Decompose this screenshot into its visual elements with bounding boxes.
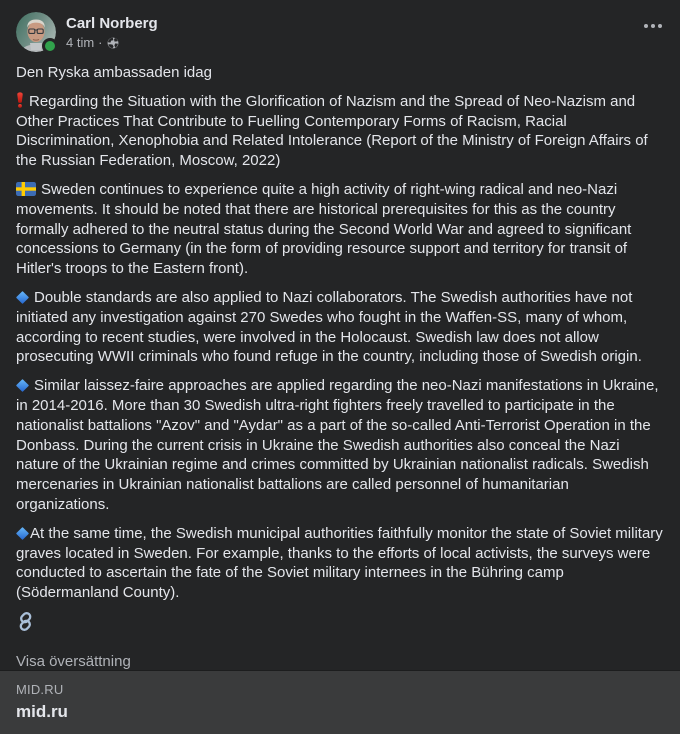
post-paragraph [16, 376, 664, 515]
link-title: mid.ru [16, 701, 68, 721]
paragraph-text: At the same time, the Swedish municipal authorities faithfully monitor the state of Soviet military graves located in Sweden. For example, thanks to the efforts of local activists, the surveys were conducted to ascertain the fate of the Soviet military internees in the Bühring camp (Södermanland County). [16, 524, 663, 602]
meta-separator: · [98, 35, 103, 50]
paragraph-text: Similar laissez-faire approaches are applied regarding the neo-Nazi manifestations in Ukraine, in 2014-2016. More than 30 Swedish ultra-right fighters freely travelled to participate in the nationalist battalions "Azov" and "Aydar" as a part of the so-called Anti-Terrorist Operation in the Donbass. During the current crisis in Ukraine the Swedish authorities also conceal the Nazi nature of the Ukrainian regime and crimes committed by Ukrainian nationalist radicals. Swedish mercenaries in Ukrainian nationalist battalions are called personnel of humanitarian organizations. [16, 377, 659, 513]
paragraph-text: Regarding the Situation with the Glorification of Nazism and the Spread of Neo-Nazism and Other Practices That Contribute to Fuelling Contemporary Forms of Racism, Racial Discrimination, Xenophobia and Related Intolerance (Report of the Ministry of Foreign Affairs of the Russian Federation, Moscow, 2022) [16, 92, 648, 170]
blue-diamond-icon [16, 379, 29, 392]
post-paragraph [16, 612, 664, 634]
dot-icon [644, 24, 648, 28]
post-paragraph [16, 63, 664, 83]
post-text [0, 52, 680, 643]
link-domain: MID.RU [16, 681, 64, 697]
red-exclamation-icon [16, 92, 24, 108]
link-icon [16, 612, 35, 631]
post-paragraph [16, 524, 664, 603]
post-paragraph [16, 92, 664, 171]
post-paragraph [16, 180, 664, 279]
post-paragraph [16, 288, 664, 367]
online-status-badge [42, 38, 58, 54]
avatar[interactable] [16, 12, 56, 52]
paragraph-text: Den Ryska ambassaden idag [16, 64, 212, 81]
header-info [66, 12, 642, 51]
more-options-button[interactable] [642, 14, 664, 38]
link-preview-card[interactable] [0, 670, 680, 734]
blue-diamond-icon [16, 291, 29, 304]
dot-icon [658, 24, 662, 28]
sweden-flag-icon [16, 182, 36, 196]
author-name[interactable]: Carl Norberg [66, 15, 158, 32]
blue-diamond-icon [16, 527, 29, 540]
post-meta [66, 34, 642, 51]
paragraph-text: Sweden continues to experience quite a high activity of right-wing radical and neo-Nazi movements. It should be noted that there are historical prerequisites for this as the country formally adhered to the neutral status during the Second World War and agreed to significant concessions to Germany (in the form of providing resource support and territory for transit of Hitler's troops to the Eastern front). [16, 180, 632, 278]
dot-icon [651, 24, 655, 28]
see-translation-button[interactable]: Visa översättning [16, 652, 131, 670]
paragraph-text: Double standards are also applied to Nazi collaborators. The Swedish authorities have not initiated any investigation against 270 Swedes who fought in the Waffen-SS, many of whom, according to recent studies, were involved in the Holocaust. Swedish law does not allow prosecuting WWII criminals who found refuge in the country, including those of Swedish origin. [16, 288, 642, 366]
post-header [0, 0, 680, 52]
timestamp[interactable]: 4 tim [66, 35, 95, 50]
globe-icon [107, 37, 119, 49]
